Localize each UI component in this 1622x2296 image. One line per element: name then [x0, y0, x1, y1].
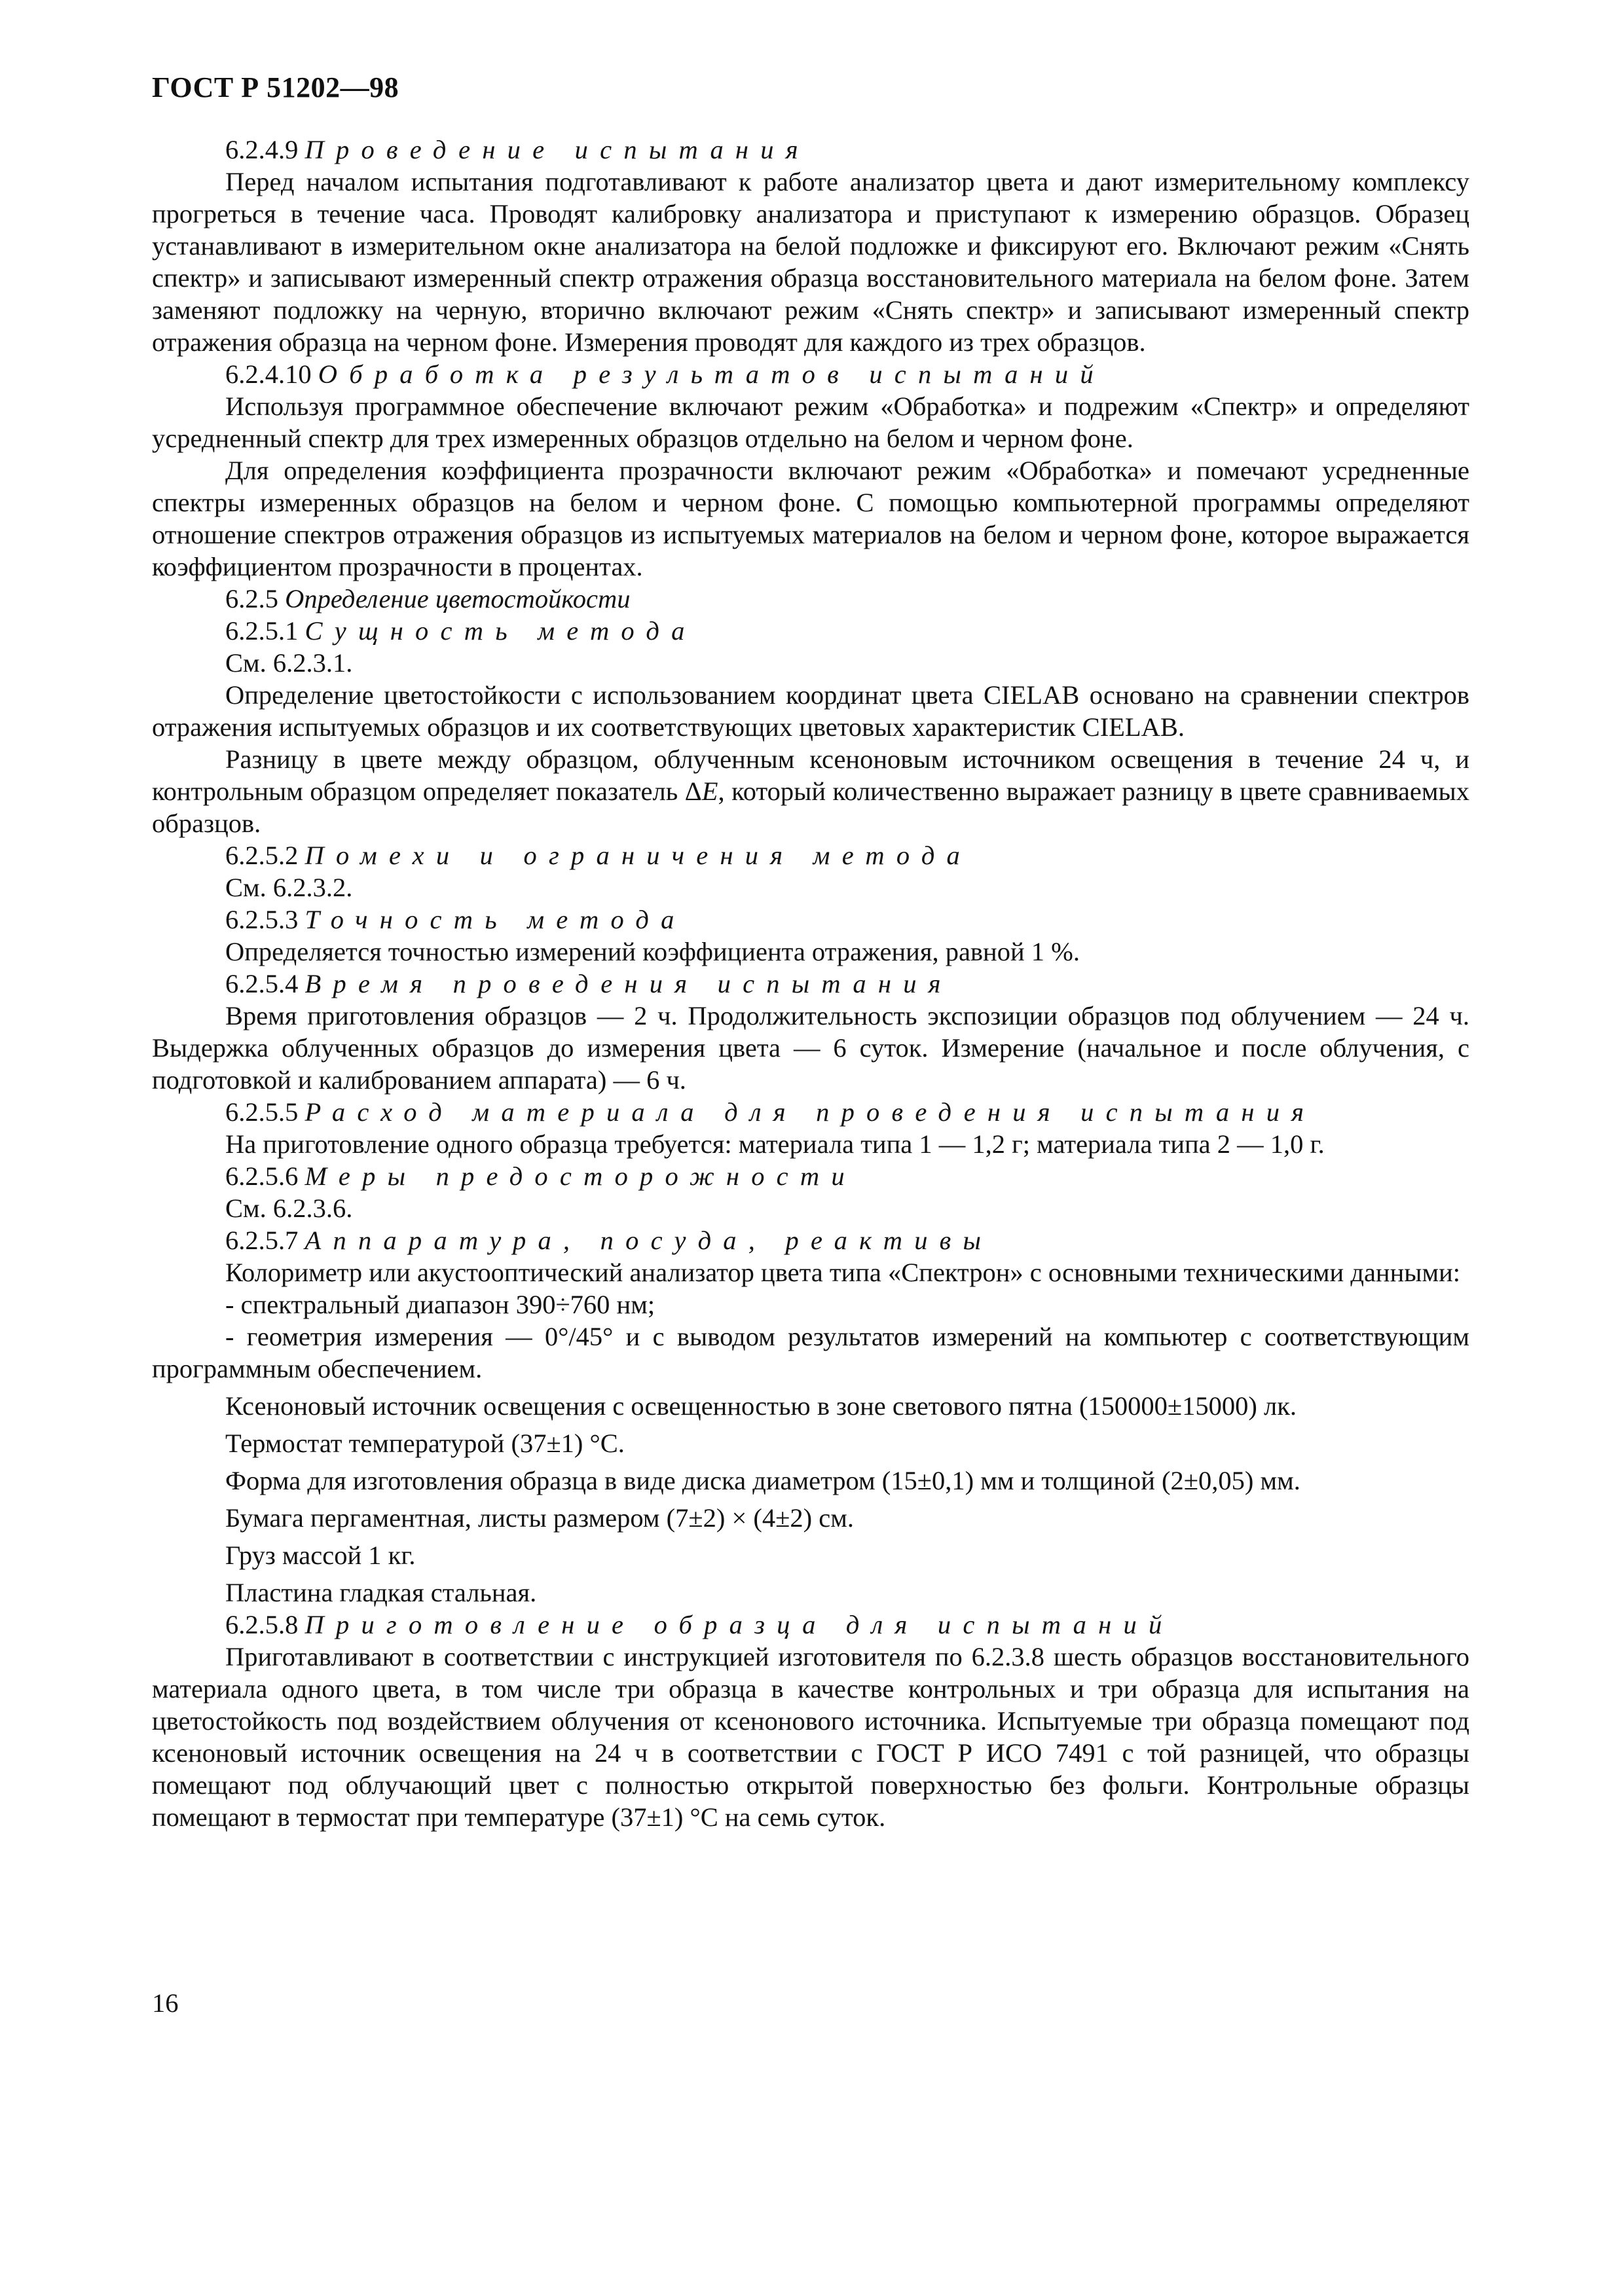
section-number: 6.2.4.10: [225, 359, 312, 389]
section-number: 6.2.5.5: [225, 1097, 299, 1127]
section-number: 6.2.4.9: [225, 135, 299, 164]
section-heading-6-2-5-7: [152, 1224, 1469, 1256]
paragraph-part: Разницу в цвете между образцом, облученным ксеноновым источником освещения в течение 24 ч, и контрольным образцом определяет показатель Δ: [152, 744, 1469, 806]
equipment-item: Груз массой 1 кг.: [225, 1540, 416, 1570]
variable-e: E: [701, 776, 718, 806]
paragraph: На приготовление одного образца требуется: материала типа 1 — 1,2 г; материала типа 2 — 1,0 г.: [225, 1129, 1325, 1159]
section-title: Определение цветостойкости: [285, 584, 631, 613]
section-title: Приготовление образца для испытаний: [304, 1610, 1174, 1639]
section-number: 6.2.5.6: [225, 1161, 299, 1191]
equipment-item: Бумага пергаментная, листы размером (7±2) × (4±2) см.: [225, 1503, 854, 1533]
paragraph: Определение цветостойкости с использованием координат цвета CIELAB основано на сравнении спектров отражения испытуемых образцов и их соответствующих цветовых характеристик CIELAB.: [152, 680, 1469, 742]
section-title: Меры предосторожности: [304, 1161, 857, 1191]
document-header: ГОСТ Р 51202—98: [152, 71, 399, 103]
section-heading-6-2-5-3: [152, 903, 1469, 936]
section-number: 6.2.5.7: [225, 1226, 299, 1255]
equipment-item: Ксеноновый источник освещения с освещенностью в зоне светового пятна (150000±15000) лк.: [225, 1391, 1297, 1421]
section-heading-6-2-5-8: [152, 1609, 1469, 1641]
section-title: Аппаратура, посуда, реактивы: [304, 1226, 993, 1255]
paragraph: [152, 743, 1469, 839]
paragraph: Определяется точностью измерений коэффициента отражения, равной 1 %.: [225, 937, 1080, 966]
cross-reference: См. 6.2.3.1.: [225, 648, 353, 678]
section-title: Время проведения испытания: [304, 969, 953, 998]
section-heading-6-2-5-6: [152, 1160, 1469, 1192]
section-number: 6.2.5.1: [225, 616, 299, 646]
paragraph: Используя программное обеспечение включают режим «Обработка» и подрежим «Спектр» и определяют усредненный спектр для трех измеренных образцов отдельно на белом и черном фоне.: [152, 392, 1469, 453]
section-number: 6.2.5.8: [225, 1610, 299, 1639]
section-number: 6.2.5.4: [225, 969, 299, 998]
section-heading-6-2-4-9: [152, 134, 1469, 166]
section-title: Помехи и ограничения метода: [304, 841, 972, 870]
section-heading-6-2-5-2: [152, 839, 1469, 871]
section-number: 6.2.5.3: [225, 905, 299, 934]
cross-reference: См. 6.2.3.6.: [225, 1194, 353, 1223]
section-title: Проведение испытания: [304, 135, 810, 164]
paragraph-part: , который количественно выражает разницу в цвете сравниваемых образцов.: [152, 776, 1470, 838]
equipment-item: Термостат температурой (37±1) °С.: [225, 1429, 625, 1458]
equipment-item: Форма для изготовления образца в виде диска диаметром (15±0,1) мм и толщиной (2±0,05) мм.: [225, 1466, 1300, 1495]
section-title: Сущность метода: [304, 616, 697, 646]
cross-reference: См. 6.2.3.2.: [225, 873, 353, 902]
section-number: 6.2.5.2: [225, 841, 299, 870]
document-body: [152, 134, 1469, 1833]
paragraph: Время приготовления образцов — 2 ч. Продолжительность экспозиции образцов под облучением — 24 ч. Выдержка облученных образцов до измерения цвета — 6 суток. Измерение (начальное и после облучения, с подготовкой и калиброванием аппарата) — 6 ч.: [152, 1001, 1469, 1095]
page-number: 16: [152, 1988, 179, 2018]
section-heading-6-2-5-4: [152, 968, 1469, 1000]
section-title: Точность метода: [304, 905, 686, 934]
paragraph: Колориметр или акустооптический анализатор цвета типа «Спектрон» с основными техническими данными:: [225, 1258, 1461, 1287]
paragraph: Для определения коэффициента прозрачности включают режим «Обработка» и помечают усредненные спектры измеренных образцов на белом и черном фоне. С помощью компьютерной программы определяют отношение спектров отражения образцов из испытуемых материалов на белом и черном фоне, которое выражается коэффициентом прозрачности в процентах.: [152, 456, 1469, 581]
section-title: Обработка результатов испытаний: [318, 359, 1105, 389]
equipment-item: Пластина гладкая стальная.: [225, 1578, 537, 1607]
section-heading-6-2-5-5: [152, 1096, 1469, 1128]
list-item: - геометрия измерения — 0°/45° и с выводом результатов измерений на компьютер с соответствующим программным обеспечением.: [152, 1322, 1469, 1383]
section-heading-6-2-4-10: [152, 358, 1469, 390]
section-heading-6-2-5-1: [152, 615, 1469, 647]
paragraph: Перед началом испытания подготавливают к работе анализатор цвета и дают измерительному комплексу прогреться в течение часа. Проводят калибровку анализатора и приступают к измерению образцов. Образец устанавливают в измерительном окне анализатора на белой подложке и фиксируют его. Включают режим «Снять спектр» и записывают измеренный спектр отражения образца восстановительного материала на белом фоне. Затем заменяют подложку на черную, вторично включают режим «Снять спектр» и записывают измеренный спектр отражения образца на черном фоне. Измерения проводят для каждого из трех образцов.: [152, 167, 1469, 357]
list-item: - спектральный диапазон 390÷760 нм;: [225, 1290, 655, 1319]
section-number: 6.2.5: [225, 584, 278, 613]
paragraph: Приготавливают в соответствии с инструкцией изготовителя по 6.2.3.8 шесть образцов восстановительного материала одного цвета, в том числе три образца в качестве контрольных и три образца для испытания на цветостойкость под воздействием облучения от ксенонового источника. Испытуемые три образца помещают под ксеноновый источник освещения на 24 ч в соответствии с ГОСТ Р ИСО 7491 с той разницей, что образцы помещают под облучающий цвет с полностью открытой поверхностью без фольги. Контрольные образцы помещают в термостат при температуре (37±1) °С на семь суток.: [152, 1642, 1469, 1832]
section-heading-6-2-5: [152, 583, 1469, 615]
section-title: Расход материала для проведения испытания: [304, 1097, 1316, 1127]
